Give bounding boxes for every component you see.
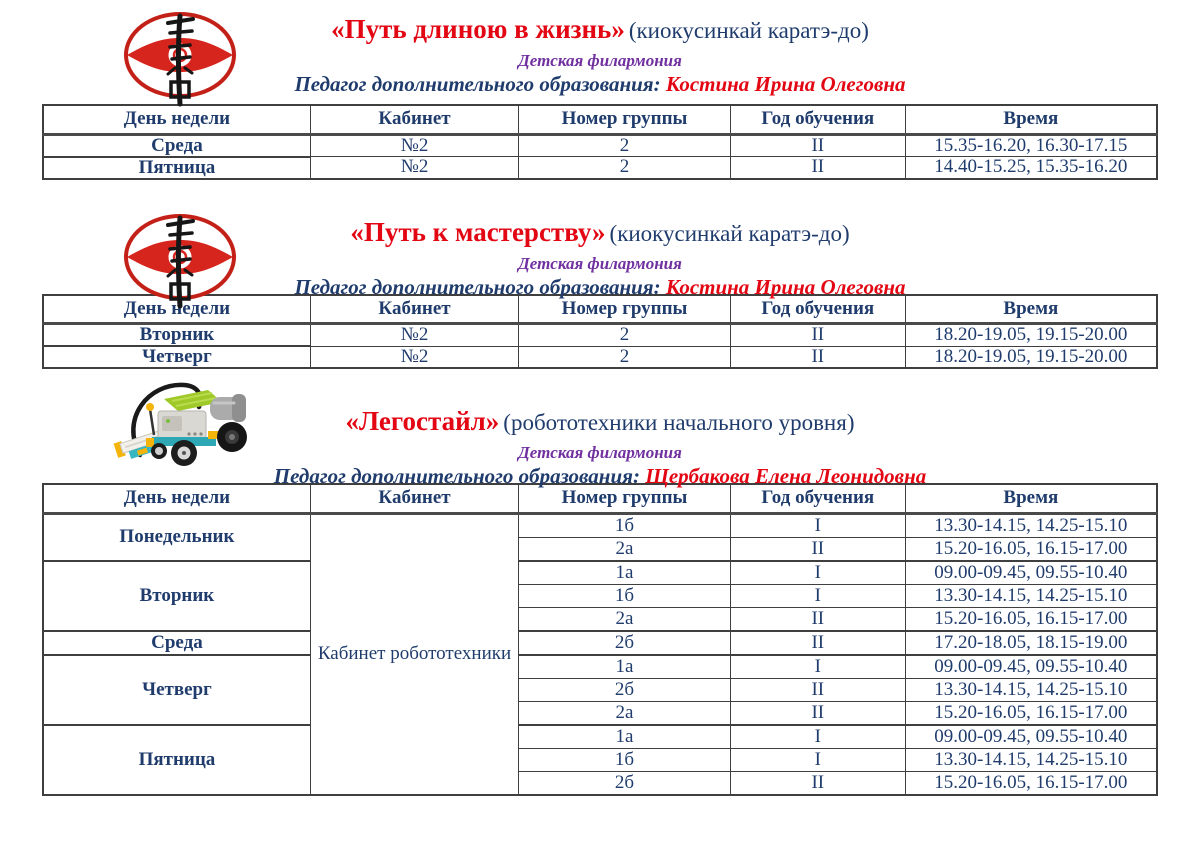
column-header-time: Время: [905, 484, 1157, 513]
time-cell: 15.35-16.20, 16.30-17.15: [905, 134, 1157, 157]
group-cell: 1б: [519, 584, 731, 607]
room-cell: №2: [310, 346, 518, 368]
day-cell: Вторник: [43, 561, 310, 631]
group-cell: 2б: [519, 631, 731, 655]
group-cell: 1а: [519, 561, 731, 585]
time-cell: 15.20-16.05, 16.15-17.00: [905, 701, 1157, 725]
table-row: [43, 513, 1157, 537]
room-cell: №2: [310, 134, 518, 157]
day-cell: Понедельник: [43, 513, 310, 561]
time-cell: 09.00-09.45, 09.55-10.40: [905, 725, 1157, 749]
organization-name: Детская филармония: [518, 253, 682, 273]
time-cell: 15.20-16.05, 16.15-17.00: [905, 771, 1157, 795]
time-cell: 18.20-19.05, 19.15-20.00: [905, 346, 1157, 368]
group-cell: 1б: [519, 748, 731, 771]
day-cell: Четверг: [43, 346, 310, 368]
program-category: (киокусинкай каратэ-до): [609, 220, 850, 246]
day-cell: Среда: [43, 631, 310, 655]
teacher-label: Педагог дополнительного образования:: [294, 274, 661, 299]
group-cell: 2а: [519, 701, 731, 725]
table-row: [43, 655, 1157, 679]
table-row: [43, 324, 1157, 347]
group-cell: 2: [519, 157, 731, 179]
table-row: [43, 631, 1157, 655]
teacher-label: Педагог дополнительного образования:: [294, 72, 661, 96]
table-row: [43, 725, 1157, 749]
teacher-name: Щербакова Елена Леонидовна: [645, 464, 927, 488]
group-cell: 2: [519, 346, 731, 368]
day-cell: Пятница: [43, 725, 310, 795]
column-header-time: Время: [905, 105, 1157, 134]
program-section-header-1: [0, 0, 1200, 104]
year-cell: II: [730, 678, 905, 701]
teacher-name: Костина Ирина Олеговна: [665, 72, 906, 96]
time-cell: 18.20-19.05, 19.15-20.00: [905, 324, 1157, 347]
year-cell: I: [730, 725, 905, 749]
organization-name: Детская филармония: [518, 443, 682, 462]
time-cell: 13.30-14.15, 14.25-15.10: [905, 678, 1157, 701]
program-section-header-3: [0, 369, 1200, 488]
year-cell: II: [730, 324, 905, 347]
column-header-year: Год обучения: [730, 295, 905, 324]
year-cell: I: [730, 655, 905, 679]
group-cell: 2б: [519, 678, 731, 701]
year-cell: II: [730, 537, 905, 561]
time-cell: 09.00-09.45, 09.55-10.40: [905, 655, 1157, 679]
table-row: [43, 561, 1157, 585]
column-header-year: Год обучения: [730, 105, 905, 134]
table-row: [43, 134, 1157, 157]
schedule-table-3: [42, 483, 1158, 796]
column-header-year: Год обучения: [730, 484, 905, 513]
table-row: [43, 346, 1157, 368]
teacher-name: Костина Ирина Олеговна: [665, 274, 906, 299]
year-cell: I: [730, 748, 905, 771]
year-cell: II: [730, 607, 905, 631]
column-header-room: Кабинет: [310, 484, 518, 513]
room-cell: №2: [310, 157, 518, 179]
room-cell: Кабинет робототехники: [310, 513, 518, 795]
column-header-room: Кабинет: [310, 105, 518, 134]
column-header-day: День недели: [43, 295, 310, 324]
year-cell: I: [730, 561, 905, 585]
time-cell: 17.20-18.05, 18.15-19.00: [905, 631, 1157, 655]
time-cell: 14.40-15.25, 15.35-16.20: [905, 157, 1157, 179]
time-cell: 09.00-09.45, 09.55-10.40: [905, 561, 1157, 585]
group-cell: 2: [519, 134, 731, 157]
time-cell: 15.20-16.05, 16.15-17.00: [905, 537, 1157, 561]
day-cell: Пятница: [43, 157, 310, 179]
column-header-group: Номер группы: [519, 484, 731, 513]
year-cell: II: [730, 701, 905, 725]
lego-robot-image: [112, 377, 252, 479]
table-row: [43, 157, 1157, 179]
program-section-header-2: [0, 180, 1200, 299]
column-header-group: Номер группы: [519, 105, 731, 134]
column-header-time: Время: [905, 295, 1157, 324]
group-cell: 2: [519, 324, 731, 347]
year-cell: II: [730, 631, 905, 655]
day-cell: Вторник: [43, 324, 310, 347]
year-cell: II: [730, 771, 905, 795]
group-cell: 2а: [519, 607, 731, 631]
column-header-group: Номер группы: [519, 295, 731, 324]
program-title: «Путь длиною в жизнь»: [331, 14, 625, 44]
group-cell: 2б: [519, 771, 731, 795]
organization-name: Детская филармония: [518, 51, 682, 70]
column-header-room: Кабинет: [310, 295, 518, 324]
year-cell: II: [730, 346, 905, 368]
time-cell: 13.30-14.15, 14.25-15.10: [905, 748, 1157, 771]
year-cell: I: [730, 584, 905, 607]
column-header-day: День недели: [43, 484, 310, 513]
time-cell: 15.20-16.05, 16.15-17.00: [905, 607, 1157, 631]
kyokushin-emblem-icon: [120, 10, 244, 110]
kyokushin-emblem-icon: [120, 212, 244, 312]
group-cell: 2а: [519, 537, 731, 561]
year-cell: I: [730, 513, 905, 537]
schedule-table-1: [42, 104, 1158, 180]
group-cell: 1б: [519, 513, 731, 537]
year-cell: II: [730, 134, 905, 157]
time-cell: 13.30-14.15, 14.25-15.10: [905, 584, 1157, 607]
room-cell: №2: [310, 324, 518, 347]
year-cell: II: [730, 157, 905, 179]
group-cell: 1а: [519, 655, 731, 679]
program-category: (робототехники начального уровня): [503, 410, 855, 435]
program-title: «Легостайл»: [345, 406, 500, 436]
teacher-label: Педагог дополнительного образования:: [273, 464, 640, 488]
day-cell: Четверг: [43, 655, 310, 725]
column-header-day: День недели: [43, 105, 310, 134]
program-category: (киокусинкай каратэ-до): [628, 18, 869, 43]
day-cell: Среда: [43, 134, 310, 157]
group-cell: 1а: [519, 725, 731, 749]
program-title: «Путь к мастерству»: [350, 216, 606, 247]
time-cell: 13.30-14.15, 14.25-15.10: [905, 513, 1157, 537]
